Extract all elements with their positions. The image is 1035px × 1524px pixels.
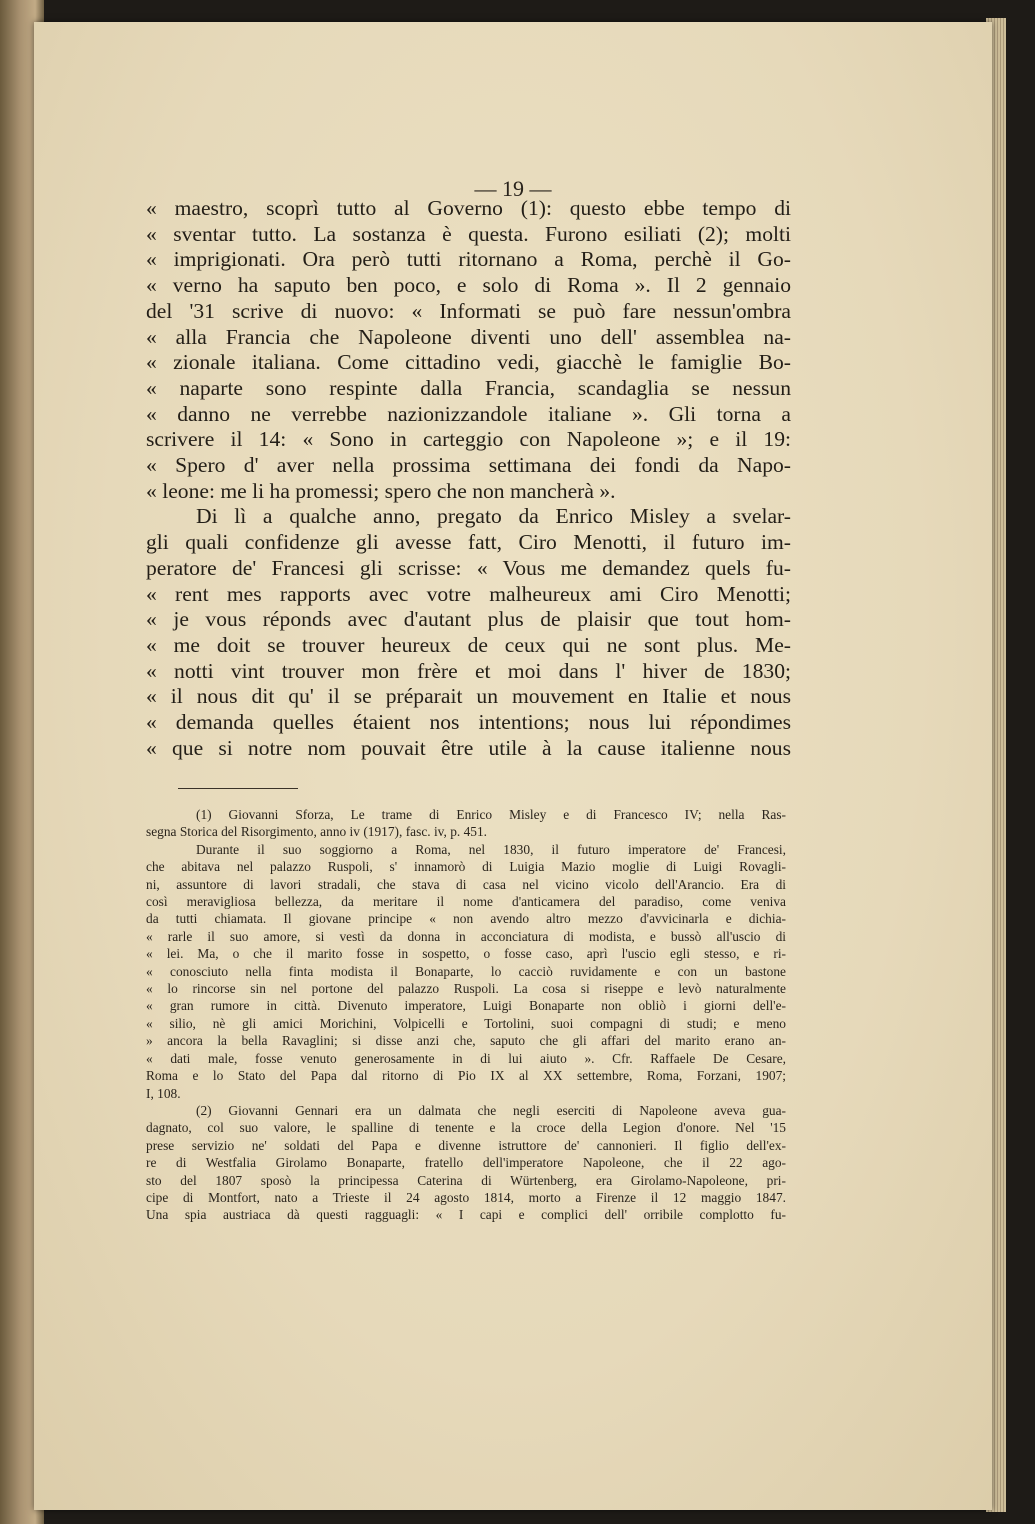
footnote-line: dagnato, col suo valore, le spalline di tenente e la croce della Legion d'onore. Nel '15: [146, 1120, 786, 1136]
footnote-line: cipe di Montfort, nato a Trieste il 24 agosto 1814, morto a Firenze il 12 maggio 1847.: [146, 1189, 786, 1205]
text-line: « maestro, scoprì tutto al Governo (1): questo ebbe tempo di: [146, 196, 791, 220]
text-line: « naparte sono respinte dalla Francia, scandaglia se nessun: [146, 375, 791, 400]
text-line: peratore de' Francesi gli scrisse: « Vous me demandez quels fu-: [146, 555, 791, 580]
footnote-line: sto del 1807 sposò la principessa Caterina di Würtenberg, era Girolamo-Napoleone, pri-: [146, 1172, 786, 1188]
text-line: « je vous réponds avec d'autant plus de plaisir que tout hom-: [146, 607, 791, 632]
footnote-line: così meravigliosa bellezza, da meritare il nome d'anticamera del paradiso, come veniva: [146, 894, 786, 910]
text-line: « notti vint trouver mon frère et moi dans l' hiver de 1830;: [146, 658, 791, 683]
text-line: « Spero d' aver nella prossima settimana dei fondi da Napo-: [146, 453, 791, 478]
text-line: « verno ha saputo ben poco, e solo di Roma ». Il 2 gennaio: [146, 273, 791, 298]
text-line: « rent mes rapports avec votre malheureux ami Ciro Menotti;: [146, 581, 791, 606]
text-line: « il nous dit qu' il se préparait un mouvement en Italie et nous: [146, 684, 791, 709]
footnote-line: ni, assuntore di lavori stradali, che stava di casa nel vicino vicolo dell'Arancio. Era di: [146, 876, 786, 892]
footnote-line: « conosciuto nella finta modista il Bonaparte, lo cacciò ruvidamente e con un bastone: [146, 963, 786, 979]
footnote-line: segna Storica del Risorgimento, anno iv (1917), fasc. iv, p. 451.: [146, 824, 488, 840]
page-number: — 19 —: [474, 176, 552, 201]
text-line: del '31 scrive di nuovo: « Informati se può fare nessun'ombra: [146, 298, 791, 323]
footnote-line: « gran rumore in città. Divenuto imperatore, Luigi Bonaparte non obliò i giorni dell'e-: [146, 998, 786, 1014]
text-line: « leone: me li ha promessi; spero che non mancherà ».: [146, 478, 616, 503]
text-line: scrivere il 14: « Sono in carteggio con Napoleone »; e il 19:: [146, 427, 791, 452]
footnote-line: (1) Giovanni Sforza, Le trame di Enrico Misley e di Francesco IV; nella Ras-: [196, 807, 786, 822]
footnote-line: « lei. Ma, o che il marito fosse in sospetto, o fosse caso, aprì l'uscio egli stesso, e ri-: [146, 946, 786, 962]
text-line: Di lì a qualche anno, pregato da Enrico Misley a svelar-: [196, 504, 791, 529]
text-line: « alla Francia che Napoleone diventi uno dell' assemblea na-: [146, 324, 791, 349]
footnote-line: » ancora la bella Ravaglini; si disse anzi che, saputo che gli affari del marito erano an-: [146, 1033, 786, 1049]
footnote-line: I, 108.: [146, 1085, 181, 1101]
text-line: « sventar tutto. La sostanza è questa. Furono esiliati (2); molti: [146, 221, 791, 246]
footnote-line: da tutti chiamata. Il giovane principe « non avendo altro mezzo d'avvicinarla e dichia-: [146, 911, 786, 927]
footnote-line: Roma e lo Stato del Papa dal ritorno di Pio IX al XX settembre, Roma, Forzani, 1907;: [146, 1068, 786, 1084]
text-line: « imprigionati. Ora però tutti ritornano a Roma, perchè il Go-: [146, 247, 791, 272]
footnote-line: « silio, nè gli amici Morichini, Volpicelli e Tortolini, suoi compagni di studi; e meno: [146, 1015, 786, 1031]
footnote-line: « lo rincorse sin nel portone del palazzo Ruspoli. La cosa si riseppe e levò naturalmente: [146, 981, 786, 997]
footnotes: [146, 806, 786, 1224]
text-line: « que si notre nom pouvait être utile à la cause italienne nous: [146, 735, 791, 760]
text-line: « me doit se trouver heureux de ceux qui ne sont plus. Me-: [146, 632, 791, 657]
text-line: « danno ne verrebbe nazionizzandole italiane ». Gli torna a: [146, 401, 791, 426]
footnote-line: (2) Giovanni Gennari era un dalmata che negli eserciti di Napoleone aveva gua-: [196, 1102, 786, 1118]
text-line: « zionale italiana. Come cittadino vedi, giacchè le famiglie Bo-: [146, 350, 791, 375]
footnote-line: prese servizio ne' soldati del Papa e divenne istruttore de' cannonieri. Il figlio dell'ex-: [146, 1137, 786, 1153]
main-text: [146, 196, 791, 761]
footnote-line: Una spia austriaca dà questi ragguagli: « I capi e complici dell' orribile complotto fu-: [146, 1207, 786, 1223]
footnote-line: Durante il suo soggiorno a Roma, nel 1830, il futuro imperatore de' Francesi,: [196, 841, 786, 857]
footnote-line: che abitava nel palazzo Ruspoli, s' innamorò di Luigia Mazio moglie di Luigi Rovagli-: [146, 859, 786, 875]
footnote-line: « rarle il suo amore, si vestì da donna in acconciatura di modista, e bussò all'uscio di: [146, 928, 786, 944]
book-page: [34, 22, 992, 1510]
footnote-line: re di Westfalia Girolamo Bonaparte, fratello dell'imperatore Napoleone, che il 22 ago-: [146, 1155, 786, 1171]
text-line: « demanda quelles étaient nos intentions; nous lui répondimes: [146, 710, 791, 735]
text-line: gli quali confidenze gli avesse fatt, Ciro Menotti, il futuro im-: [146, 530, 791, 555]
footnote-divider: [178, 788, 298, 789]
footnote-line: « dati male, fosse venuto generosamente in di lui aiuto ». Cfr. Raffaele De Cesare,: [146, 1050, 786, 1066]
